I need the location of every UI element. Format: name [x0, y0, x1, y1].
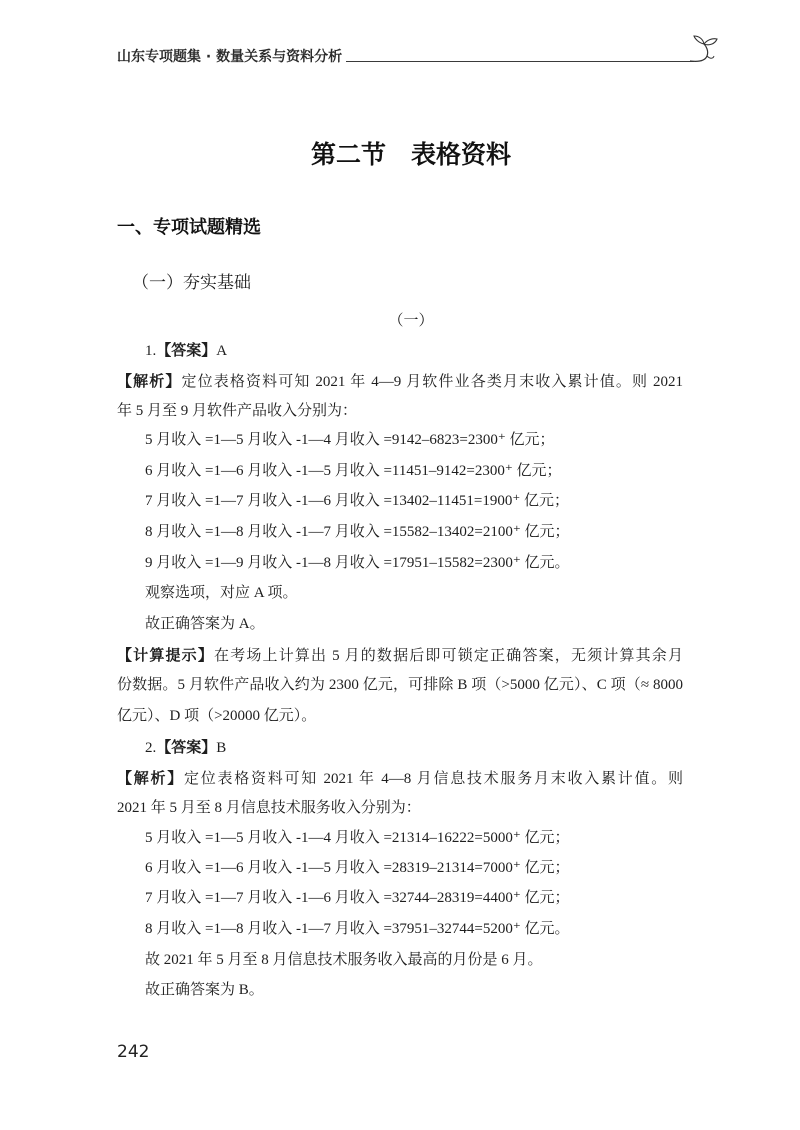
page-number: 242 [117, 1042, 150, 1062]
header-rule [346, 61, 694, 62]
tip-label: 【计算提示】 [117, 646, 215, 664]
answer-value: A [216, 343, 228, 359]
q1-analysis-line: 年 5 月至 9 月软件产品收入分别为： [117, 403, 358, 419]
q2-analysis-line [117, 768, 683, 788]
answer-label: 【答案】 [156, 341, 217, 359]
question-number: 2. [145, 740, 157, 756]
q2-calc-line: 5 月收入 =1—5 月收入 -1—4 月收入 =21314–16222=5000⁺ 亿元； [145, 830, 570, 846]
set-marker: （一） [388, 311, 434, 329]
tip-text: 在考场上计算出 5 月的数据后即可锁定正确答案，无须计算其余月 [214, 648, 683, 664]
analysis-text: 定位表格资料可知 2021 年 4—9 月软件业各类月末收入累计值。则 2021 [181, 374, 683, 390]
q1-tip-line: 份数据。5 月软件产品收入约为 2300 亿元，可排除 B 项（>5000 亿元）、C 项（≈ 8000 [117, 677, 683, 693]
q1-calc-line: 5 月收入 =1—5 月收入 -1—4 月收入 =9142–6823=2300⁺ 亿元； [145, 432, 555, 448]
q1-calc-line: 8 月收入 =1—8 月收入 -1—7 月收入 =15582–13402=2100⁺ 亿元； [145, 524, 570, 540]
q1-tip-line: 亿元）、D 项（>20000 亿元）。 [117, 708, 317, 724]
analysis-label: 【解析】 [117, 769, 184, 787]
q2-summary: 故 2021 年 5 月至 8 月信息技术服务收入最高的月份是 6 月。 [145, 952, 543, 968]
section-title: 第二节 表格资料 [310, 140, 511, 169]
question-number: 1. [145, 343, 157, 359]
q1-calc-line: 7 月收入 =1—7 月收入 -1—6 月收入 =13402–11451=1900⁺ 亿元； [145, 493, 569, 509]
subpart-heading: （一）夯实基础 [132, 273, 251, 293]
part-heading: 一、专项试题精选 [117, 217, 261, 238]
q1-conclusion: 故正确答案为 A。 [145, 616, 265, 632]
analysis-text: 定位表格资料可知 2021 年 4—8 月信息技术服务月末收入累计值。则 [184, 771, 683, 787]
answer-label: 【答案】 [156, 738, 217, 756]
q1-calc-line: 9 月收入 =1—9 月收入 -1—8 月收入 =17951–15582=2300⁺ 亿元。 [145, 555, 570, 571]
q1-observation: 观察选项，对应 A 项。 [145, 585, 298, 601]
q2-calc-line: 8 月收入 =1—8 月收入 -1—7 月收入 =37951–32744=5200⁺ 亿元。 [145, 921, 570, 937]
answer-value: B [216, 740, 227, 756]
running-header-title: 山东专项题集 · 数量关系与资料分析 [117, 49, 343, 65]
q1-answer-line [145, 340, 227, 360]
analysis-label: 【解析】 [117, 372, 182, 390]
q1-tip-line [117, 645, 683, 665]
q2-conclusion: 故正确答案为 B。 [145, 982, 264, 998]
q2-calc-line: 7 月收入 =1—7 月收入 -1—6 月收入 =32744–28319=4400⁺ 亿元； [145, 890, 570, 906]
q2-answer-line [145, 737, 226, 757]
sprout-icon [688, 34, 720, 66]
q2-analysis-line: 2021 年 5 月至 8 月信息技术服务收入分别为： [117, 800, 421, 816]
q1-analysis-line [117, 371, 683, 391]
q1-calc-line: 6 月收入 =1—6 月收入 -1—5 月收入 =11451–9142=2300⁺ 亿元； [145, 463, 562, 479]
q2-calc-line: 6 月收入 =1—6 月收入 -1—5 月收入 =28319–21314=7000⁺ 亿元； [145, 860, 570, 876]
